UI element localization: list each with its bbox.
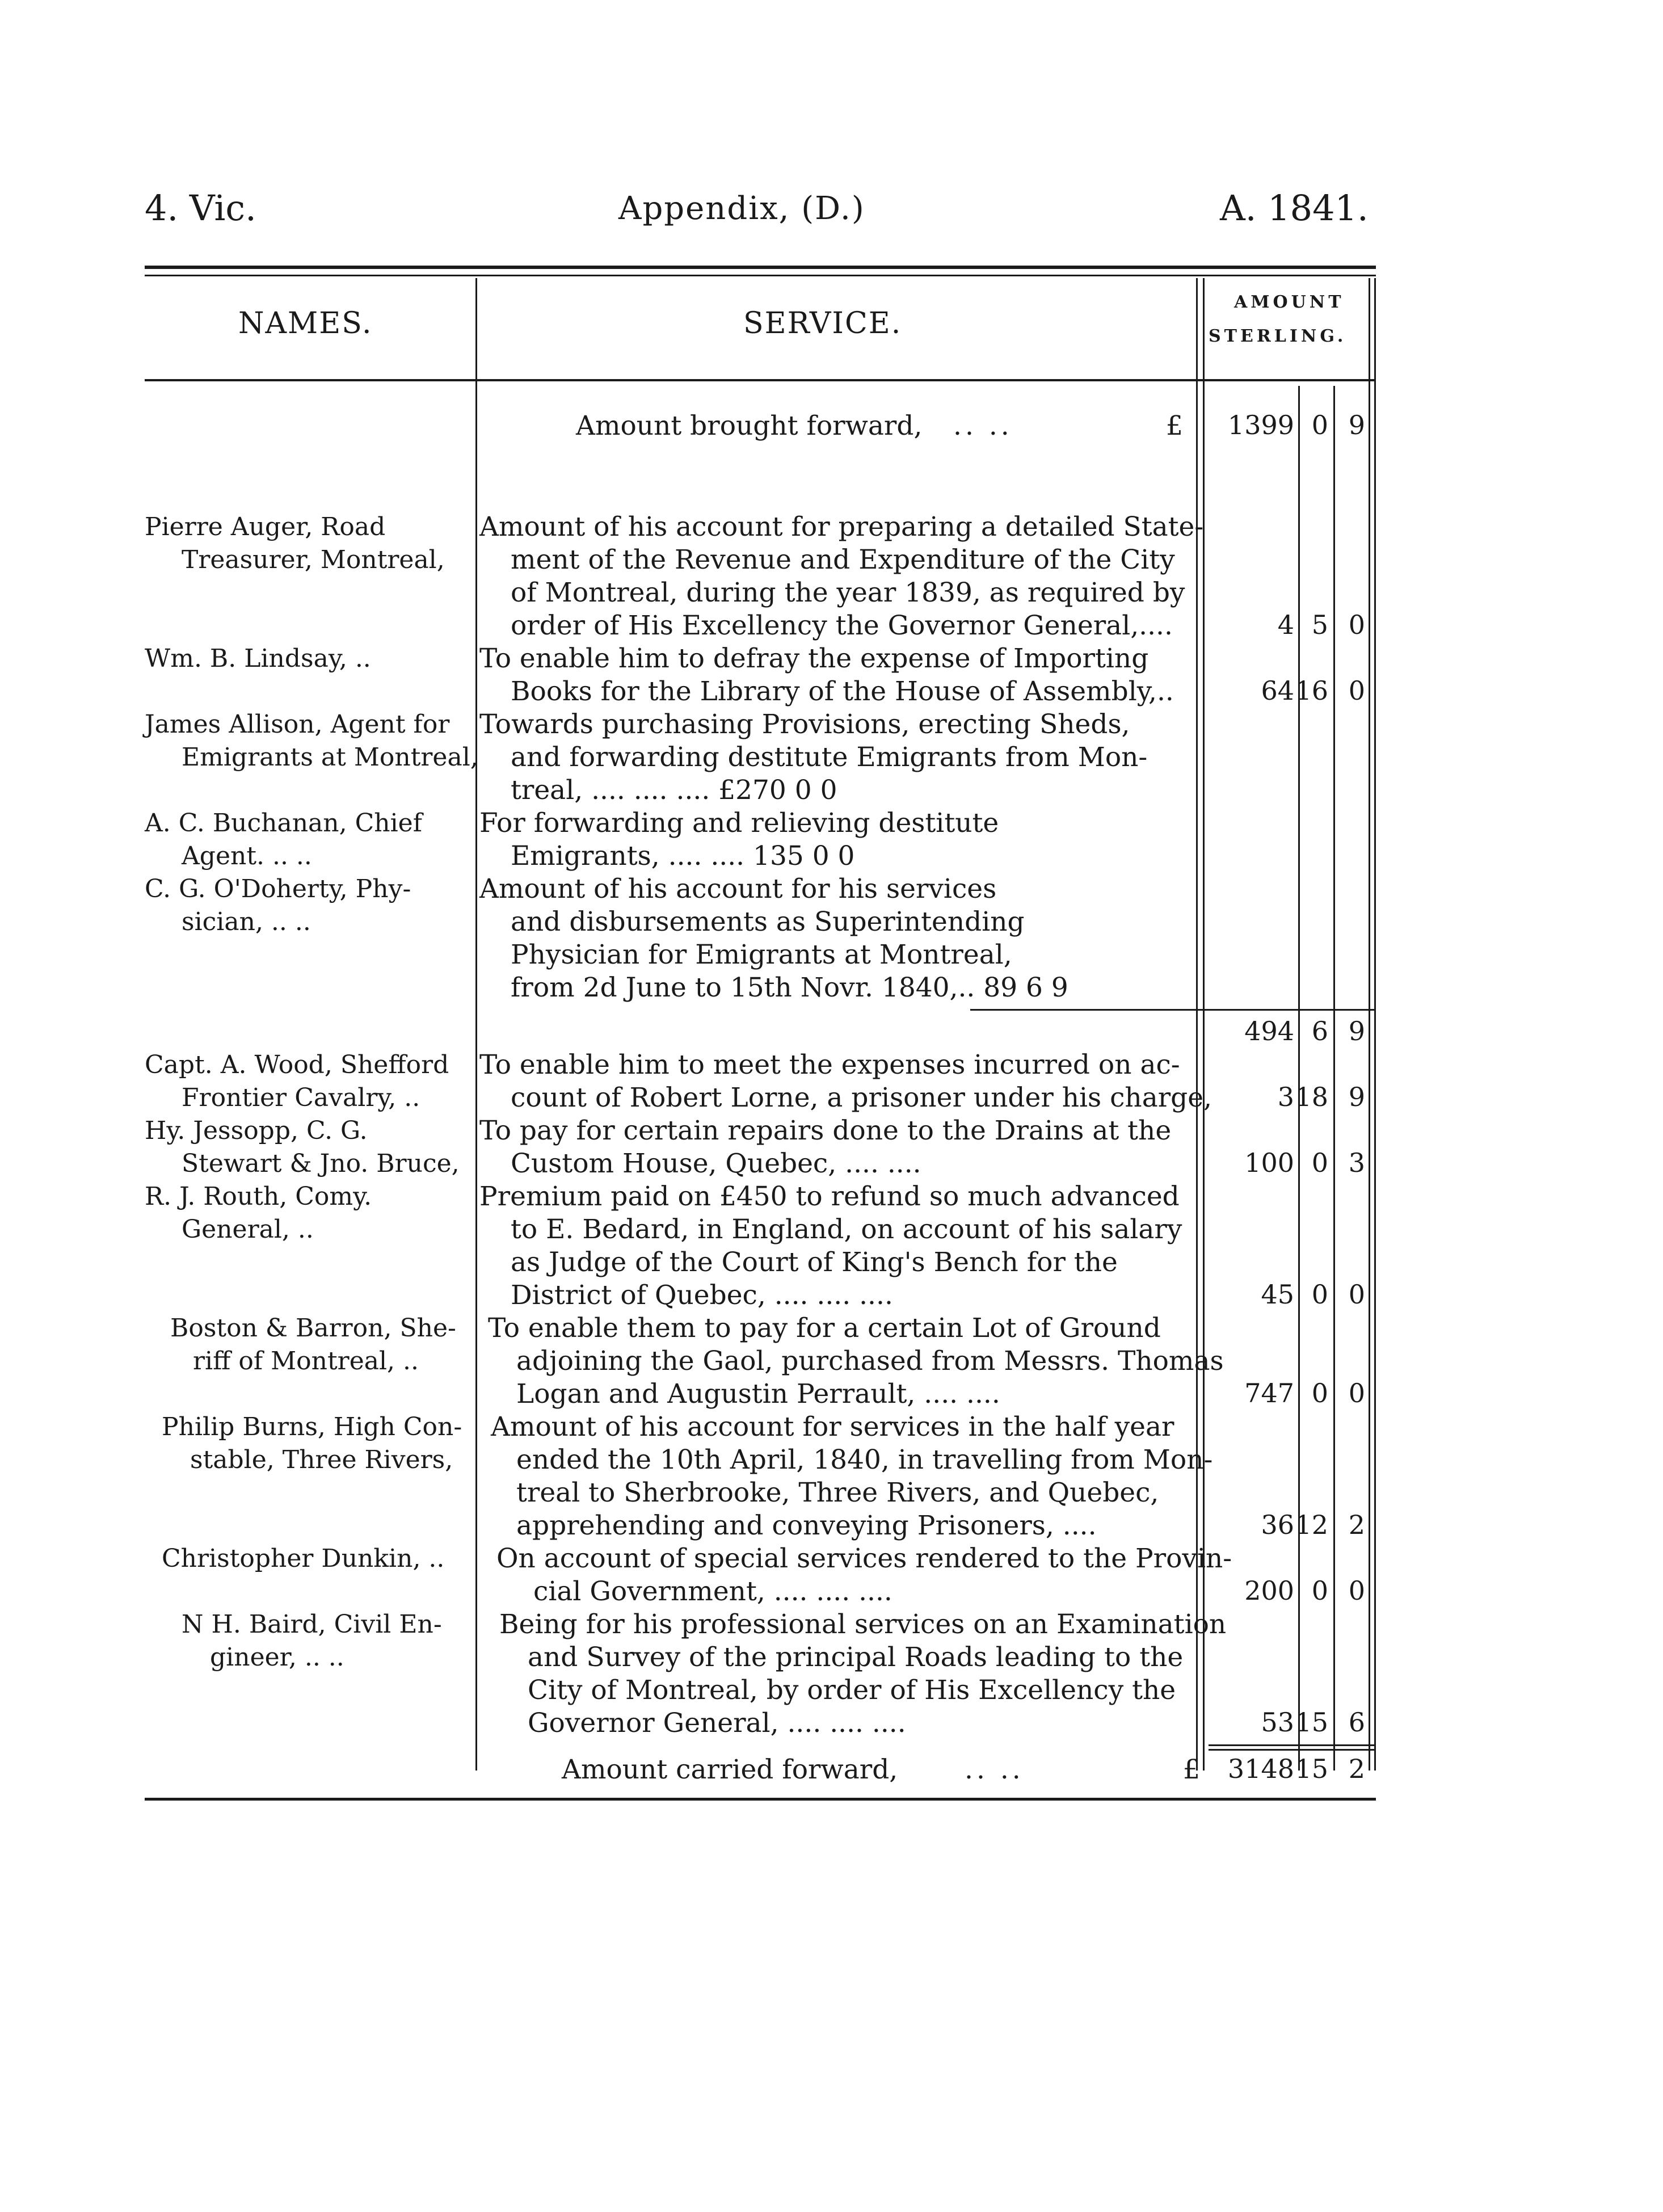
entry-name: N H. Baird, Civil En- xyxy=(182,1610,442,1639)
entry-pence: 0 xyxy=(1348,1575,1365,1606)
brought-forward-pence: 9 xyxy=(1348,410,1365,440)
carried-forward-shillings: 15 xyxy=(1295,1753,1328,1784)
brought-forward-symbol: £ xyxy=(1166,410,1183,441)
entry-service: Premium paid on £450 to refund so much advanced xyxy=(479,1181,1180,1212)
entry-pence: 6 xyxy=(1348,1707,1365,1738)
entry-name: Capt. A. Wood, Shefford xyxy=(145,1050,449,1079)
entry-name: C. G. O'Doherty, Phy- xyxy=(145,874,411,903)
brought-forward-label: Amount brought forward, xyxy=(576,410,923,441)
subtotal-rule xyxy=(970,1009,1374,1011)
entry-service: Logan and Augustin Perrault, .... .... xyxy=(516,1378,1000,1410)
entry-name: gineer, .. .. xyxy=(210,1643,344,1672)
entry-name: sician, .. .. xyxy=(182,907,311,936)
entry-service: and forwarding destitute Emigrants from Mon- xyxy=(511,742,1148,773)
col-rule-names xyxy=(475,278,477,1771)
entry-pounds: 45 xyxy=(1261,1279,1294,1310)
total-rule xyxy=(1209,1744,1374,1746)
entry-service: Physician for Emigrants at Montreal, xyxy=(511,939,1012,970)
entry-service: treal, .... .... .... £270 0 0 xyxy=(511,775,837,806)
entry-service: Towards purchasing Provisions, erecting Sheds, xyxy=(479,709,1130,740)
entry-service: as Judge of the Court of King's Bench for the xyxy=(511,1247,1118,1278)
entry-service: ment of the Revenue and Expenditure of the City xyxy=(511,544,1175,575)
entry-shillings: 0 xyxy=(1311,1378,1328,1408)
entry-name: General, .. xyxy=(182,1215,314,1244)
col-names-heading: NAMES. xyxy=(238,306,373,340)
col-rule-pence-2 xyxy=(1374,278,1376,1771)
carried-forward-pence: 2 xyxy=(1348,1753,1365,1784)
entry-name: Frontier Cavalry, .. xyxy=(182,1083,420,1112)
header-center: Appendix, (D.) xyxy=(618,190,865,227)
entry-name: Agent. .. .. xyxy=(182,842,312,870)
entry-service: For forwarding and relieving destitute xyxy=(479,808,999,839)
entry-service: Amount of his account for his services xyxy=(479,873,997,905)
entry-service: cial Government, .... .... .... xyxy=(533,1576,892,1607)
col-rule-shillings xyxy=(1333,386,1335,1771)
col-amount-heading-2: STERLING. xyxy=(1209,326,1347,346)
carried-forward-pounds: 3148 xyxy=(1227,1753,1294,1784)
top-rule-thin xyxy=(145,275,1376,276)
entry-shillings: 12 xyxy=(1295,1509,1328,1540)
entry-pence: 0 xyxy=(1348,675,1365,706)
entry-pounds: 200 xyxy=(1244,1575,1294,1606)
entry-pounds: 53 xyxy=(1261,1707,1294,1738)
entry-name: Hy. Jessopp, C. G. xyxy=(145,1116,368,1145)
entry-name: Emigrants at Montreal, xyxy=(182,743,478,772)
entry-service: On account of special services rendered to the Provin- xyxy=(496,1543,1232,1574)
col-amount-heading-1: AMOUNT xyxy=(1234,292,1345,312)
header-left: 4. Vic. xyxy=(145,187,256,229)
entry-service: Custom House, Quebec, .... .... xyxy=(511,1148,921,1179)
subtotal-pence: 9 xyxy=(1348,1016,1365,1046)
entry-service: To enable him to meet the expenses incurred on ac- xyxy=(479,1049,1180,1080)
header-right: A. 1841. xyxy=(1220,187,1369,229)
entry-name: stable, Three Rivers, xyxy=(190,1445,453,1474)
brought-forward-shillings: 0 xyxy=(1311,410,1328,440)
entry-service: To enable them to pay for a certain Lot of Ground xyxy=(488,1313,1161,1344)
carried-forward-label: Amount carried forward, xyxy=(562,1754,898,1785)
carried-forward-dots: .. .. xyxy=(965,1754,1024,1785)
subtotal-pounds: 494 xyxy=(1244,1016,1294,1046)
entry-name: Christopher Dunkin, .. xyxy=(162,1544,445,1573)
entry-service: order of His Excellency the Governor General,.... xyxy=(511,610,1173,641)
entry-pounds: 64 xyxy=(1261,675,1294,706)
entry-service: To enable him to defray the expense of Importing xyxy=(479,643,1149,674)
brought-forward-pounds: 1399 xyxy=(1227,410,1294,440)
entry-shillings: 0 xyxy=(1311,1575,1328,1606)
entry-shillings: 16 xyxy=(1295,675,1328,706)
entry-service: Emigrants, .... .... 135 0 0 xyxy=(511,840,855,872)
entry-pence: 0 xyxy=(1348,1378,1365,1408)
entry-service: Governor General, .... .... .... xyxy=(528,1708,906,1739)
entry-service: District of Quebec, .... .... .... xyxy=(511,1280,893,1311)
entry-shillings: 0 xyxy=(1311,1279,1328,1310)
carried-forward-symbol: £ xyxy=(1183,1754,1200,1785)
entry-service: count of Robert Lorne, a prisoner under his charge, xyxy=(511,1082,1212,1113)
entry-pence: 3 xyxy=(1348,1147,1365,1178)
entry-name: Treasurer, Montreal, xyxy=(182,545,445,574)
entry-pence: 0 xyxy=(1348,609,1365,640)
col-rule-pounds xyxy=(1298,386,1300,1771)
subtotal-shillings: 6 xyxy=(1311,1016,1328,1046)
entry-name: riff of Montreal, .. xyxy=(193,1347,419,1376)
entry-name: James Allison, Agent for xyxy=(145,710,450,739)
entry-shillings: 0 xyxy=(1311,1147,1328,1178)
entry-service: Books for the Library of the House of Assembly,.. xyxy=(511,676,1174,707)
entry-service: City of Montreal, by order of His Excellency the xyxy=(528,1675,1176,1706)
entry-service: apprehending and conveying Prisoners, .... xyxy=(516,1510,1097,1541)
col-service-heading: SERVICE. xyxy=(743,306,902,340)
entry-pounds: 747 xyxy=(1244,1378,1294,1408)
entry-pounds: 36 xyxy=(1261,1509,1294,1540)
entry-pence: 2 xyxy=(1348,1509,1365,1540)
entry-pounds: 100 xyxy=(1244,1147,1294,1178)
col-rule-pence-1 xyxy=(1369,278,1370,1771)
entry-name: Pierre Auger, Road xyxy=(145,512,386,541)
entry-shillings: 15 xyxy=(1295,1707,1328,1738)
entry-service: To pay for certain repairs done to the Drains at the xyxy=(479,1115,1172,1146)
brought-forward-dots: .. .. xyxy=(953,410,1013,441)
bottom-rule xyxy=(145,1798,1376,1801)
entry-name: R. J. Routh, Comy. xyxy=(145,1182,372,1211)
entry-service: ended the 10th April, 1840, in travelling from Mon- xyxy=(516,1444,1213,1475)
entry-service: adjoining the Gaol, purchased from Messrs. Thomas xyxy=(516,1345,1224,1377)
entry-service: and disbursements as Superintending xyxy=(511,906,1025,937)
entry-shillings: 5 xyxy=(1311,609,1328,640)
entry-service: from 2d June to 15th Novr. 1840,.. 89 6 9 xyxy=(511,972,1068,1003)
entry-shillings: 18 xyxy=(1295,1082,1328,1112)
entry-pence: 9 xyxy=(1348,1082,1365,1112)
entry-pence: 0 xyxy=(1348,1279,1365,1310)
heading-rule xyxy=(145,379,1376,381)
entry-name: Philip Burns, High Con- xyxy=(162,1412,462,1441)
entry-service: of Montreal, during the year 1839, as required by xyxy=(511,577,1185,608)
entry-name: Wm. B. Lindsay, .. xyxy=(145,644,371,673)
entry-service: Amount of his account for preparing a detailed State- xyxy=(479,511,1204,543)
total-rule-2 xyxy=(1209,1749,1374,1751)
entry-pounds: 4 xyxy=(1277,609,1294,640)
entry-service: Amount of his account for services in the half year xyxy=(491,1411,1174,1443)
top-rule xyxy=(145,266,1376,269)
entry-service: and Survey of the principal Roads leading to the xyxy=(528,1642,1184,1673)
entry-name: A. C. Buchanan, Chief xyxy=(145,809,422,838)
entry-service: to E. Bedard, in England, on account of his salary xyxy=(511,1214,1182,1245)
entry-name: Stewart & Jno. Bruce, xyxy=(182,1149,460,1178)
entry-pounds: 3 xyxy=(1277,1082,1294,1112)
entry-service: Being for his professional services on an Examination xyxy=(499,1609,1227,1640)
entry-name: Boston & Barron, She- xyxy=(170,1314,456,1343)
entry-service: treal to Sherbrooke, Three Rivers, and Quebec, xyxy=(516,1477,1159,1508)
